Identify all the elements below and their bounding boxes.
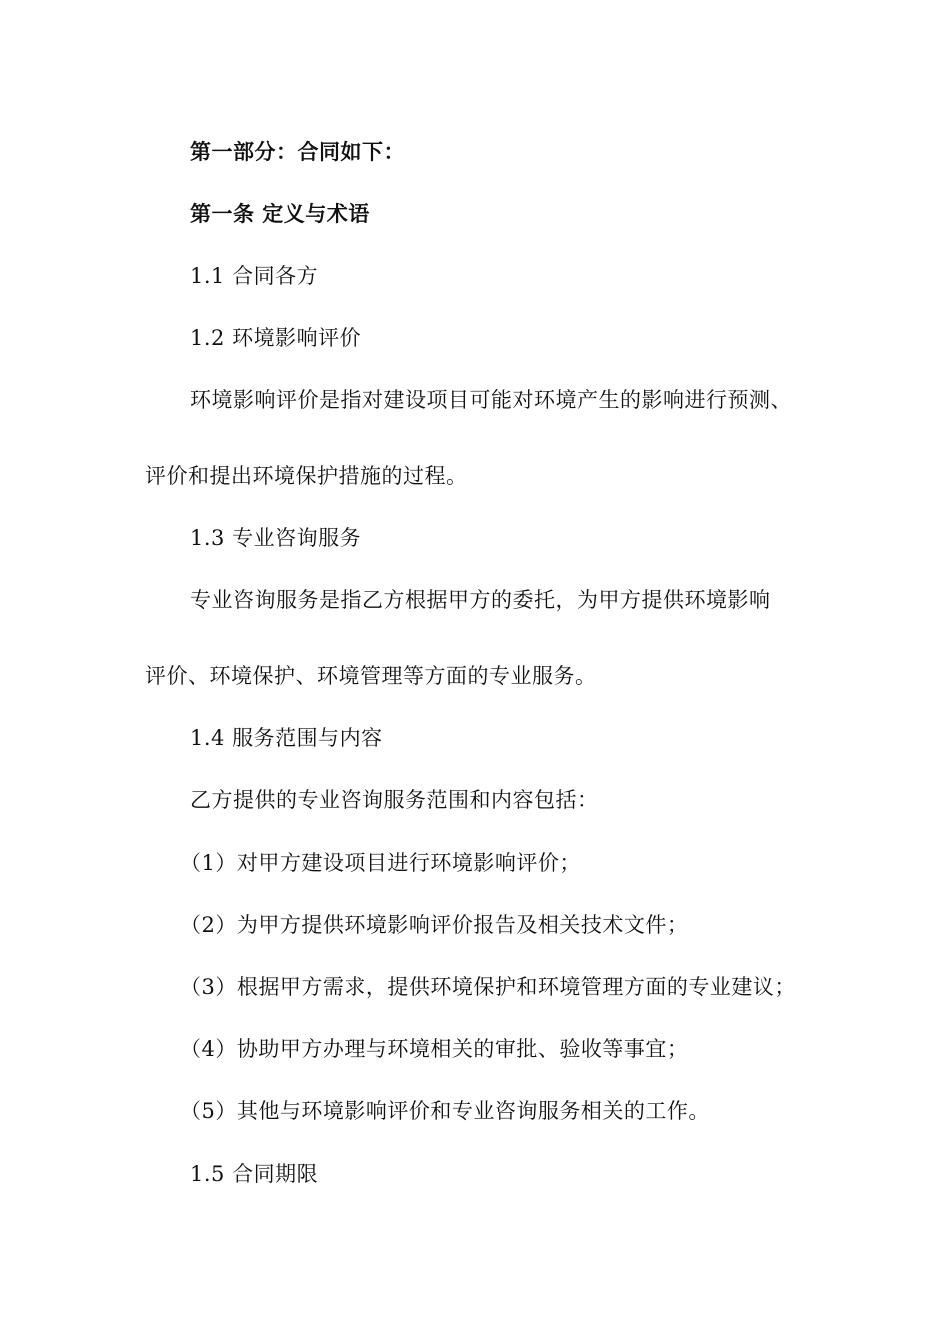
- list-item: （1）对甲方建设项目进行环境影响评价；: [180, 851, 581, 875]
- section-1-2-heading: 1.2 环境影响评价: [190, 326, 362, 350]
- section-1-1-heading: 1.1 合同各方: [190, 264, 319, 288]
- list-item: （5）其他与环境影响评价和专业咨询服务相关的工作。: [180, 1099, 710, 1123]
- list-item: （4）协助甲方办理与环境相关的审批、验收等事宜；: [180, 1037, 689, 1061]
- list-item: （2）为甲方提供环境影响评价报告及相关技术文件；: [180, 913, 689, 937]
- section-1-5-heading: 1.5 合同期限: [190, 1162, 319, 1186]
- section-1-3-heading: 1.3 专业咨询服务: [190, 526, 362, 550]
- section-1-4-intro: 乙方提供的专业咨询服务范围和内容包括：: [190, 788, 599, 812]
- section-1-2-paragraph-line-1: 环境影响评价是指对建设项目可能对环境产生的影响进行预测、: [190, 388, 792, 412]
- list-item: （3）根据甲方需求，提供环境保护和环境管理方面的专业建议；: [180, 975, 796, 999]
- section-1-4-heading: 1.4 服务范围与内容: [190, 726, 383, 750]
- section-1-3-paragraph-line-1: 专业咨询服务是指乙方根据甲方的委托，为甲方提供环境影响: [190, 588, 771, 612]
- article-heading: 第一条 定义与术语: [190, 202, 370, 226]
- part-heading: 第一部分：合同如下：: [190, 140, 405, 164]
- section-1-2-paragraph-line-2: 评价和提出环境保护措施的过程。: [145, 464, 468, 488]
- section-1-3-paragraph-line-2: 评价、环境保护、环境管理等方面的专业服务。: [145, 664, 597, 688]
